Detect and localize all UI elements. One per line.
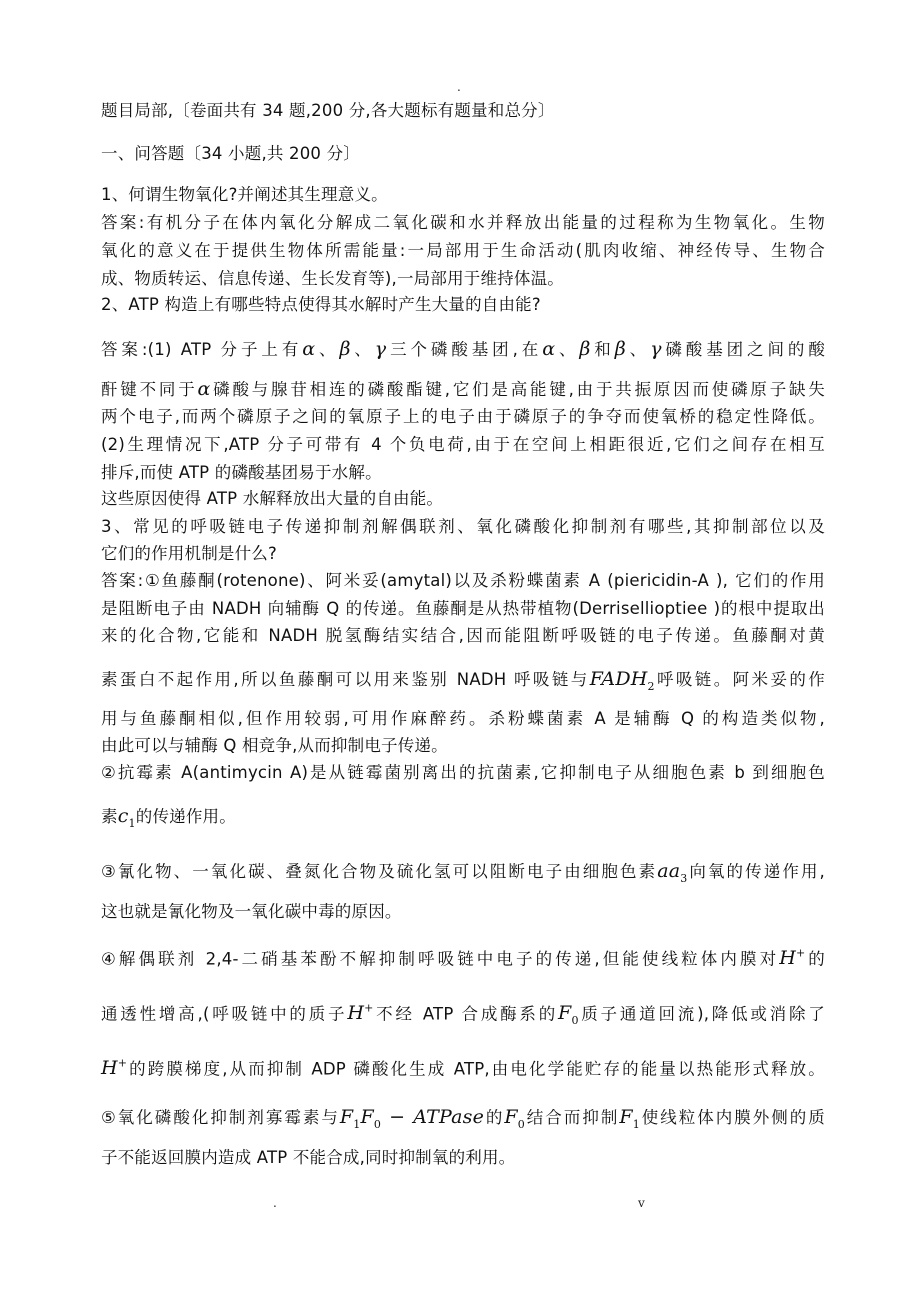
f1f0-atpase-formula: $F_1F_0$ − ATPase xyxy=(339,1106,485,1131)
section-heading: 一、问答题〔34 小题,共 200 分〕 xyxy=(101,144,360,163)
question-2: 2、ATP 构造上有哪些特点使得其水解时产生大量的自由能? xyxy=(101,295,541,314)
question-3: 3、常见的呼吸链电子传递抑制剂解偶联剂、氧化磷酸化抑制剂有哪些,其抑制部位以及 xyxy=(101,517,825,536)
aa3-formula: $aa_3$ xyxy=(657,860,688,885)
proton-formula: H+ xyxy=(347,1002,374,1025)
answer-2-line: 答案:(1) ATP 分子上有α、β、γ三个磷酸基团,在α、β和β、γ磷酸基团之间的酸 xyxy=(101,338,826,360)
beta-symbol: β xyxy=(579,338,591,360)
answer-3-line: H+的跨膜梯度,从而抑制 ADP 磷酸化生成 ATP,由电化学能贮存的能量以热能形式释放。 xyxy=(101,1057,825,1080)
answer-2-line: 酐键不同于α磷酸与腺苷相连的磷酸酯键,它们是高能键,由于共振原因而使磷原子缺失 xyxy=(101,378,826,400)
answer-3-line: ③氰化物、一氧化碳、叠氮化合物及硫化氢可以阻断电子由细胞色素$aa_3$向氧的传递作用, xyxy=(101,860,825,885)
question-1: 1、何谓生物氧化?并阐述其生理意义。 xyxy=(101,185,388,204)
beta-symbol: β xyxy=(339,338,351,360)
answer-3-line: ②抗霉素 A(antimycin A)是从链霉菌别离出的抗菌素,它抑制电子从细胞色素 b 到细胞色 xyxy=(101,763,825,782)
answer-3-line: ④解偶联剂 2,4-二硝基苯酚不解抑制呼吸链中电子的传递,但能使线粒体内膜对H+的 xyxy=(101,947,826,970)
footer-right-mark: v xyxy=(638,1196,645,1210)
answer-1-line: 氧化的意义在于提供生物体所需能量:一局部用于生命活动(肌肉收缩、神经传导、生物合 xyxy=(101,241,825,260)
answer-3-line: 是阻断电子由 NADH 向辅酶 Q 的传递。鱼藤酮是从热带植物(Derrisellioptiee )的根中提取出 xyxy=(101,599,825,618)
footer-left-mark: . xyxy=(273,1196,277,1210)
f1-formula: $F_1$ xyxy=(619,1106,640,1131)
alpha-symbol: α xyxy=(302,338,316,360)
answer-3-line: ⑤氧化磷酸化抑制剂寡霉素与$F_1F_0$ − ATPase的$F_0$结合而抑制$F_1$使线粒体内膜外侧的质 xyxy=(101,1106,825,1131)
alpha-symbol: α xyxy=(197,378,211,400)
section-summary: 题目局部,〔卷面共有 34 题,200 分,各大题标有题量和总分〕 xyxy=(101,101,555,120)
answer-1-line: 成、物质转运、信息传递、生长发育等),一局部用于维持体温。 xyxy=(101,269,564,288)
alpha-symbol: α xyxy=(542,338,556,360)
answer-3-line: 通透性增高,(呼吸链中的质子H+不经 ATP 合成酶系的$F_0$质子通道回流),降低或消除了 xyxy=(101,1002,825,1028)
beta-symbol: β xyxy=(614,338,626,360)
answer-3-line: 素$c_1$的传递作用。 xyxy=(101,805,236,830)
gamma-symbol: γ xyxy=(650,338,662,360)
answer-3-line: 用与鱼藤酮相似,但作用较弱,可用作麻醉药。杀粉蝶菌素 A 是辅酶 Q 的构造类似物, xyxy=(101,709,825,728)
answer-2-line: 这些原因使得 ATP 水解释放出大量的自由能。 xyxy=(101,489,444,508)
answer-3-line: 来的化合物,它能和 NADH 脱氢酶结实结合,因而能阻断呼吸链的电子传递。鱼藤酮对黄 xyxy=(101,626,825,645)
answer-3-line: 由此可以与辅酶 Q 相竞争,从而抑制电子传递。 xyxy=(101,736,448,755)
answer-3-line: 子不能返回膜内造成 ATP 不能合成,同时抑制氧的利用。 xyxy=(101,1148,516,1167)
answer-3-line: 这也就是氰化物及一氧化碳中毒的原因。 xyxy=(101,902,402,921)
c1-formula: $c_1$ xyxy=(117,805,136,830)
answer-2-line: (2)生理情况下,ATP 分子可带有 4 个负电荷,由于在空间上相距很近,它们之间存在相互 xyxy=(101,435,825,454)
f0-formula: $F_0$ xyxy=(504,1106,525,1131)
answer-2-line: 两个电子,而两个磷原子之间的氧原子上的电子由于磷原子的争夺而使氧桥的稳定性降低。 xyxy=(101,407,825,426)
question-3: 它们的作用机制是什么? xyxy=(101,544,277,563)
gamma-symbol: γ xyxy=(374,338,387,360)
fadh2-formula: $FADH_2$ xyxy=(589,668,655,693)
proton-formula: H+ xyxy=(101,1057,128,1080)
proton-formula: H+ xyxy=(779,947,806,970)
answer-1-line: 答案:有机分子在体内氧化分解成二氧化碳和水并释放出能量的过程称为生物氧化。生物 xyxy=(101,213,825,232)
header-mark: . xyxy=(457,80,461,94)
f0-formula: $F_0$ xyxy=(558,1002,579,1028)
answer-3-line: 答案:①鱼藤酮(rotenone)、阿米妥(amytal)以及杀粉蝶菌素 A (piericidin-A ), 它们的作用 xyxy=(101,571,825,590)
answer-3-line: 素蛋白不起作用,所以鱼藤酮可以用来鉴别 NADH 呼吸链与$FADH_2$呼吸链。阿米妥的作 xyxy=(101,668,825,693)
answer-2-line: 排斥,而使 ATP 的磷酸基团易于水解。 xyxy=(101,463,382,482)
